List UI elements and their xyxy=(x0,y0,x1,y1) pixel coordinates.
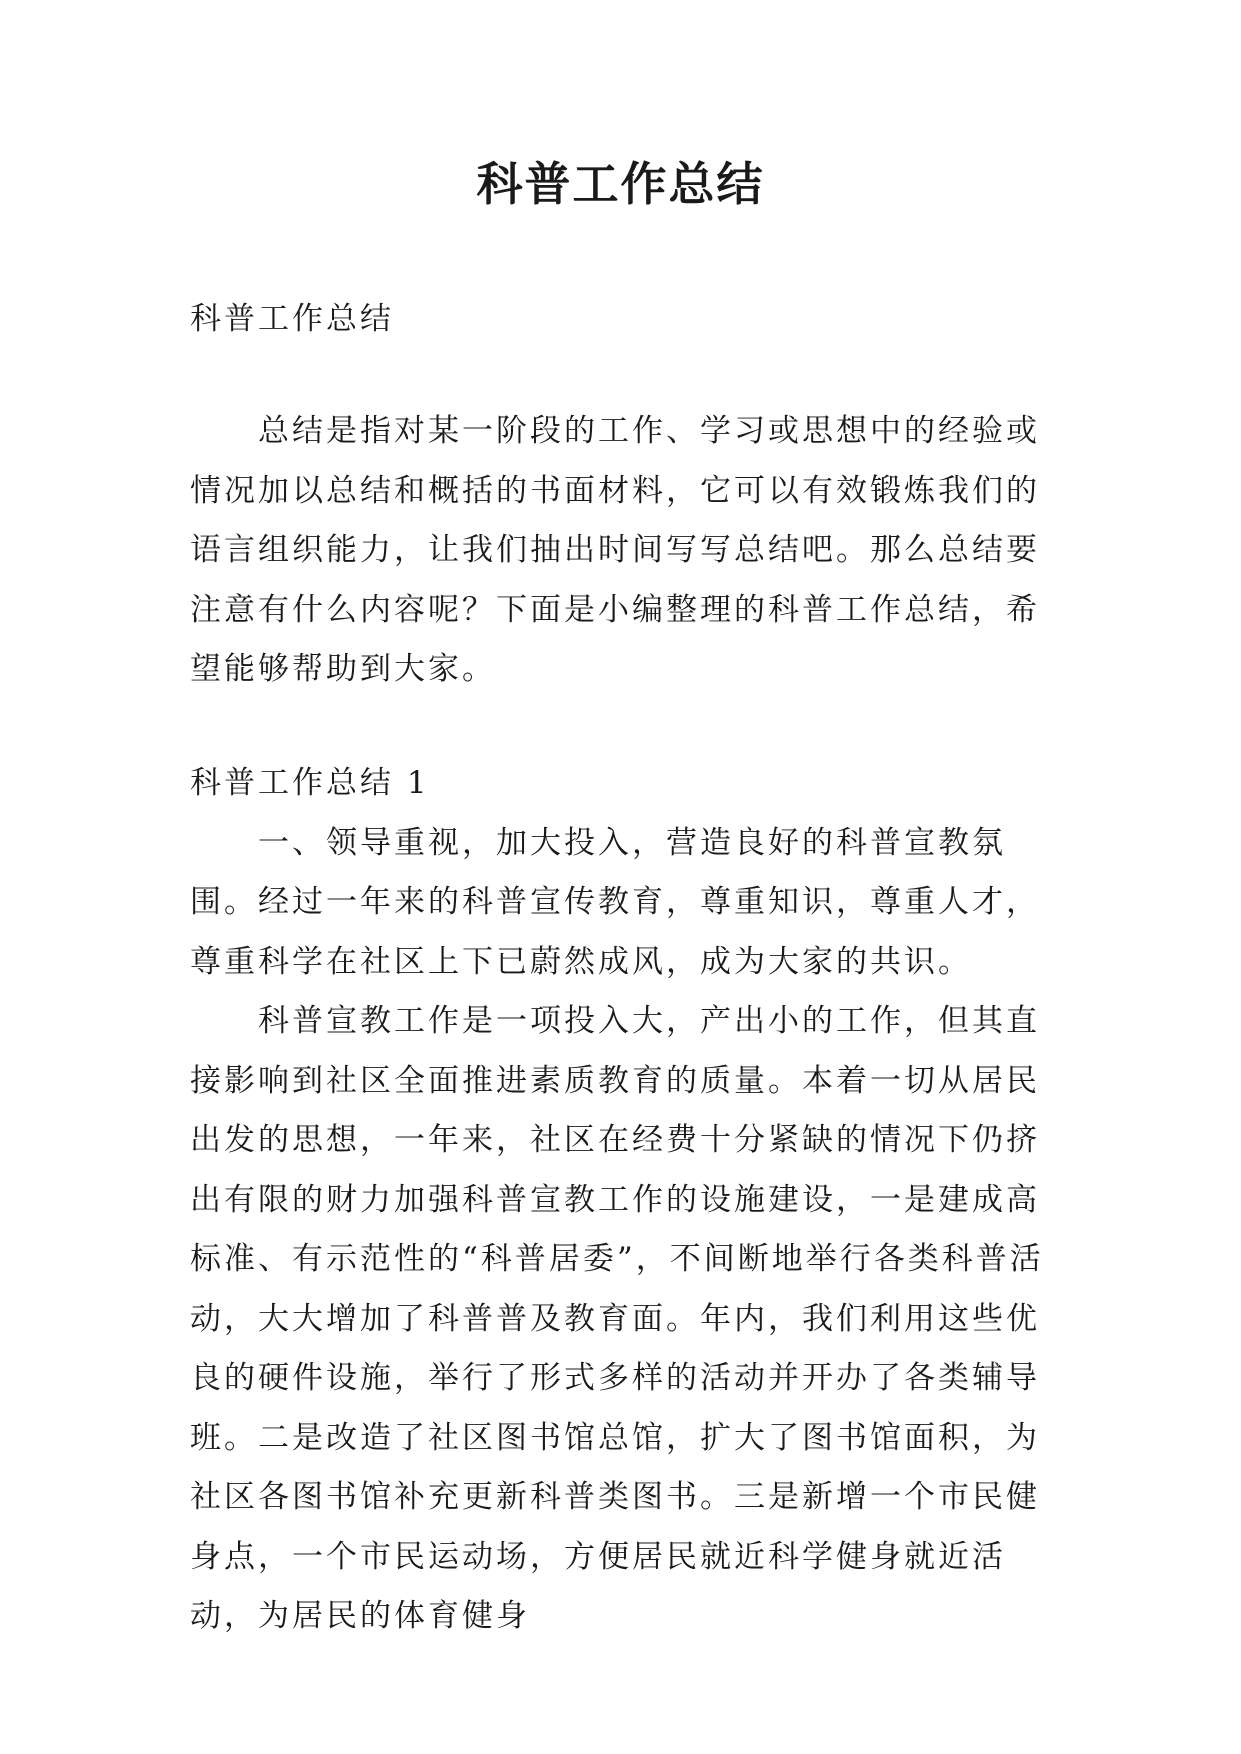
section-heading: 科普工作总结 1 xyxy=(190,765,430,801)
intro-block xyxy=(190,402,1060,700)
body-paragraph: 科普宣教工作是一项投入大，产出小的工作，但其直接影响到社区全面推进素质教育的质量。本着一切从居民出发的思想，一年来，社区在经费十分紧缺的情况下仍挤出有限的财力加强科普宣教工作的设施建设，一是建成高标准、有示范性的“科普居委”，不间断地举行各类科普活动，大大增加了科普普及教育面。年内，我们利用这些优良的硬件设施，举行了形式多样的活动并开办了各类辅导班。二是改造了社区图书馆总馆，扩大了图书馆面积，为社区各图书馆补充更新科普类图书。三是新增一个市民健身点，一个市民运动场，方便居民就近科学健身就近活动，为居民的体育健身 xyxy=(190,1003,1044,1634)
section-1 xyxy=(190,754,1060,1647)
body-paragraph: 一、领导重视，加大投入，营造良好的科普宣教氛围。经过一年来的科普宣传教育，尊重知识，尊重人才，尊重科学在社区上下已蔚然成风，成为大家的共识。 xyxy=(190,824,1040,980)
document-title: 科普工作总结 xyxy=(476,157,765,211)
document-subtitle: 科普工作总结 xyxy=(190,301,394,337)
intro-paragraph: 总结是指对某一阶段的工作、学习或思想中的经验或情况加以总结和概括的书面材料，它可以有效锻炼我们的语言组织能力，让我们抽出时间写写总结吧。那么总结要注意有什么内容呢？下面是小编整理的科普工作总结，希望能够帮助到大家。 xyxy=(190,413,1040,687)
